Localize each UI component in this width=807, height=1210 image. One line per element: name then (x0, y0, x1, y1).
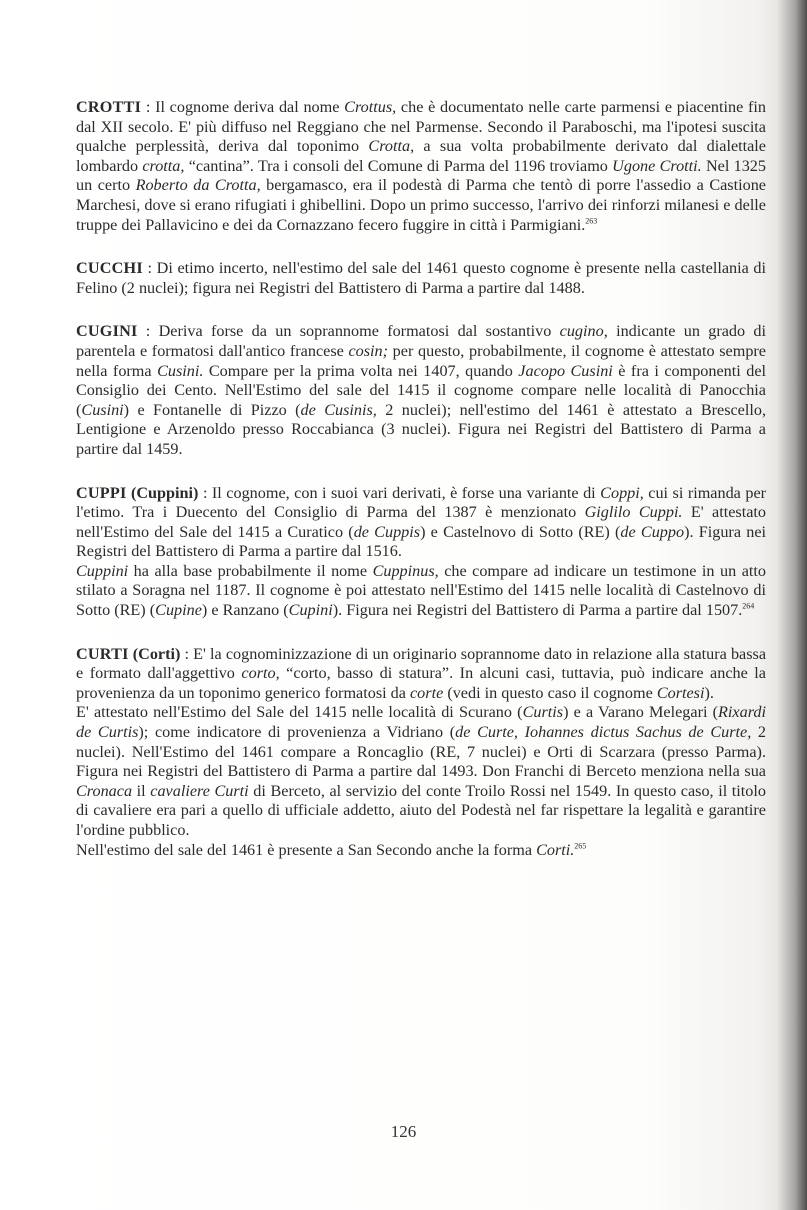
headword: CUGINI (76, 322, 138, 341)
italic-term: Jacopo Cusini (518, 361, 613, 380)
entry-crotti: CROTTI : Il cognome deriva dal nome Crottus, che è documentato nelle carte parmensi e piacentine fin dal XII secolo. E' più diffuso nel Reggiano che nel Parmense. Secondo il Paraboschi, ma l'ipotesi suscita qualche perplessità, deriva dal toponimo Crotta, a sua volta probabilmente derivato dal dialettale lombardo crotta, “cantina”. Tra i consoli del Comune di Parma del 1196 troviamo Ugone Crotti. Nel 1325 un certo Roberto da Crotta, bergamasco, era il podestà di Parma che tentò di porre l'assedio a Castione Marchesi, dove si erano rifugiati i ghibellini. Dopo un primo successo, l'arrivo dei rinforzi milanesi e delle truppe dei Pallavicino e dei da Cornazzano fecero fuggire in città i Parmigiani.$^{263}$ (76, 98, 766, 234)
book-spine-shadow (777, 0, 807, 1210)
entry-body-continued: Cuppini ha alla base probabilmente il nome Cuppinus, che compare ad indicare un testimone in un atto stilato a Soragna nel 1187. Il cognome è poi attestato nell'Estimo del 1415 nelle località di Castelnovo di Sotto (RE) (Cupine) e Ranzano (Cupini). Figura nei Registri del Battistero di Parma a partire dal 1507.$^{264}$ (76, 561, 766, 620)
entry-curti: CURTI (Corti) : E' la cognominizzazione di un originario soprannome dato in relazione alla statura bassa e formato dall'aggettivo corto, “corto, basso di statura”. In alcuni casi, tuttavia, può indicare anche la provenienza da un toponimo generico formatosi da corte (vedi in questo caso il cognome Cortesi). E' attestato nell'Estimo del Sale del 1415 nelle località di Scurano (Curtis) e a Varano Melegari (Rixardi de Curtis); come indicatore di provenienza a Vidriano (de Curte, Iohannes dictus Sachus de Curte, 2 nuclei). Nell'Estimo del 1461 compare a Roncaglio (RE, 7 nuclei) e Orti di Scarzara (presso Parma). Figura nei Registri del Battistero di Parma a partire dal 1493. Don Franchi di Berceto menziona nella sua Cronaca il cavaliere Curti di Berceto, al servizio del conte Troilo Rossi nel 1549. In questo caso, il titolo di cavaliere era pari a quello di ufficiale addetto, aiuto del Podestà nel far rispettare la legalità e garantire l'ordine pubblico. Nell'estimo del sale del 1461 è presente a San Secondo anche la forma Corti.$^{265}$ (76, 644, 767, 859)
entry-body: Il cognome, con i suoi vari derivati, è forse una variante di Coppi, cui si rimanda per l'etimo. Tra i Duecento del Consiglio di Parma del 1387 è menzionato Giglilo Cuppi. E' attestato nell'Estimo del Sale del 1415 a Curatico (de Cuppis) e Castelnovo di Sotto (RE) (de Cuppo). Figura nei Registri del Battistero di Parma a partire dal 1516. (76, 483, 767, 561)
italic-term: Crottus, (344, 98, 397, 116)
italic-term: Coppi, (600, 483, 644, 502)
headword: CROTTI (76, 98, 142, 116)
headword: CUCCHI (76, 259, 143, 278)
italic-term: de Cuppis (353, 522, 421, 541)
italic-term: Cusini. (157, 361, 204, 380)
footnote-marker: 264 (742, 601, 755, 611)
italic-term: crotta, (142, 156, 185, 175)
italic-term: corte (410, 683, 444, 702)
page-content (76, 98, 766, 884)
footnote-marker: 265 (574, 841, 587, 851)
entry-cucchi: CUCCHI : Di etimo incerto, nell'estimo del sale del 1461 questo cognome è presente nella castellania di Felino (2 nuclei); figura nei Registri del Battistero di Parma a partire dal 1488. (76, 259, 767, 297)
italic-term: Cuppinus, (372, 561, 439, 580)
italic-term: Cronaca (76, 781, 133, 800)
headword: CUPPI (76, 483, 127, 502)
italic-term: cugino, (559, 322, 608, 341)
italic-term: Cupine (155, 601, 202, 620)
italic-term: Ugone Crotti. (612, 156, 702, 175)
italic-term: Crotta, (368, 137, 415, 156)
italic-term: corto, (241, 664, 280, 683)
italic-term: Cusini (81, 400, 124, 419)
italic-term: Giglilo Cuppi. (584, 503, 683, 522)
entry-body: Di etimo incerto, nell'estimo del sale del 1461 questo cognome è presente nella castellania di Felino (2 nuclei); figura nei Registri del Battistero di Parma a partire dal 1488. (76, 259, 767, 297)
page-number: 126 (390, 1122, 417, 1141)
entry-body: Deriva forse da un soprannome formatosi dal sostantivo cugino, indicante un grado di parentela e formatosi dall'antico francese cosin; per questo, probabilmente, il cognome è attestato sempre nella forma Cusini. Compare per la prima volta nei 1407, quando Jacopo Cusini è fra i componenti del Consiglio dei Cento. Nell'Estimo del sale del 1415 il cognome compare nelle località di Panocchia (Cusini) e Fontanelle di Pizzo (de Cusinis, 2 nuclei); nell'estimo del 1461 è attestato a Brescello, Lentigione e Arzenoldo presso Roccabianca (3 nuclei). Figura nei Registri del Battistero di Parma a partire dal 1459. (76, 322, 767, 458)
headword-variant: (Cuppini) (130, 483, 199, 502)
entry-body-continued: E' attestato nell'Estimo del Sale del 1415 nelle località di Scurano (Curtis) e a Varano Melegari (Rixardi de Curtis); come indicatore di provenienza a Vidriano (de Curte, Iohannes dictus Sachus de Curte, 2 nuclei). Nell'Estimo del 1461 compare a Roncaglio (RE, 7 nuclei) e Orti di Scarzara (presso Parma). Figura nei Registri del Battistero di Parma a partire dal 1493. Don Franchi di Berceto menziona nella sua Cronaca il cavaliere Curti di Berceto, al servizio del conte Troilo Rossi nel 1549. In questo caso, il titolo di cavaliere era pari a quello di ufficiale addetto, aiuto del Podestà nel far rispettare la legalità e garantire l'ordine pubblico. (76, 703, 767, 839)
entry-cugini: CUGINI : Deriva forse da un soprannome formatosi dal sostantivo cugino, indicante un grado di parentela e formatosi dall'antico francese cosin; per questo, probabilmente, il cognome è attestato sempre nella forma Cusini. Compare per la prima volta nei 1407, quando Jacopo Cusini è fra i componenti del Consiglio dei Cento. Nell'Estimo del sale del 1415 il cognome compare nelle località di Panocchia (Cusini) e Fontanelle di Pizzo (de Cusinis, 2 nuclei); nell'estimo del 1461 è attestato a Brescello, Lentigione e Arzenoldo presso Roccabianca (3 nuclei). Figura nei Registri del Battistero di Parma a partire dal 1459. (76, 322, 767, 458)
headword-variant: (Corti) (132, 644, 181, 663)
italic-term: Cortesi (656, 683, 705, 702)
entry-body-continued: Nell'estimo del sale del 1461 è presente a San Secondo anche la forma Corti.$^{265}$ (76, 840, 587, 859)
italic-term: cavaliere Curti (150, 781, 249, 800)
italic-term: de Cuppo (620, 522, 685, 541)
italic-term: Roberto da Crotta, (135, 176, 261, 195)
italic-term: Rixardi de Curtis (76, 703, 766, 742)
italic-term: Cupini (288, 601, 333, 620)
italic-term: cosin; (348, 341, 389, 360)
headword: CURTI (76, 644, 129, 663)
italic-term: de Cusinis, (300, 400, 377, 419)
entry-body: E' la cognominizzazione di un originario soprannome dato in relazione alla statura bassa e formato dall'aggettivo corto, “corto, basso di statura”. In alcuni casi, tuttavia, può indicare anche la provenienza da un toponimo generico formatosi da corte (vedi in questo caso il cognome Cortesi). (76, 644, 767, 702)
italic-term: Curtis (522, 703, 564, 722)
italic-term: Cuppini (76, 561, 129, 580)
italic-term: Corti. (536, 840, 575, 859)
entry-body: Il cognome deriva dal nome Crottus, che è documentato nelle carte parmensi e piacentine fin dal XII secolo. E' più diffuso nel Reggiano che nel Parmense. Secondo il Paraboschi, ma l'ipotesi suscita qualche perplessità, deriva dal toponimo Crotta, a sua volta probabilmente derivato dal dialettale lombardo crotta, “cantina”. Tra i consoli del Comune di Parma del 1196 troviamo Ugone Crotti. Nel 1325 un certo Roberto da Crotta, bergamasco, era il podestà di Parma che tentò di porre l'assedio a Castione Marchesi, dove si erano rifugiati i ghibellini. Dopo un primo successo, l'arrivo dei rinforzi milanesi e delle truppe dei Pallavicino e dei da Cornazzano fecero fuggire in città i Parmigiani.$^{263}$ (76, 98, 766, 234)
footnote-marker: 263 (585, 216, 598, 226)
italic-term: de Curte, Iohannes dictus Sachus de Curte, (455, 723, 752, 742)
entry-cuppi: CUPPI (Cuppini) : Il cognome, con i suoi vari derivati, è forse una variante di Coppi, cui si rimanda per l'etimo. Tra i Duecento del Consiglio di Parma del 1387 è menzionato Giglilo Cuppi. E' attestato nell'Estimo del Sale del 1415 a Curatico (de Cuppis) e Castelnovo di Sotto (RE) (de Cuppo). Figura nei Registri del Battistero di Parma a partire dal 1516. Cuppini ha alla base probabilmente il nome Cuppinus, che compare ad indicare un testimone in un atto stilato a Soragna nel 1187. Il cognome è poi attestato nell'Estimo del 1415 nelle località di Castelnovo di Sotto (RE) (Cupine) e Ranzano (Cupini). Figura nei Registri del Battistero di Parma a partire dal 1507.$^{264}$ (76, 483, 767, 620)
